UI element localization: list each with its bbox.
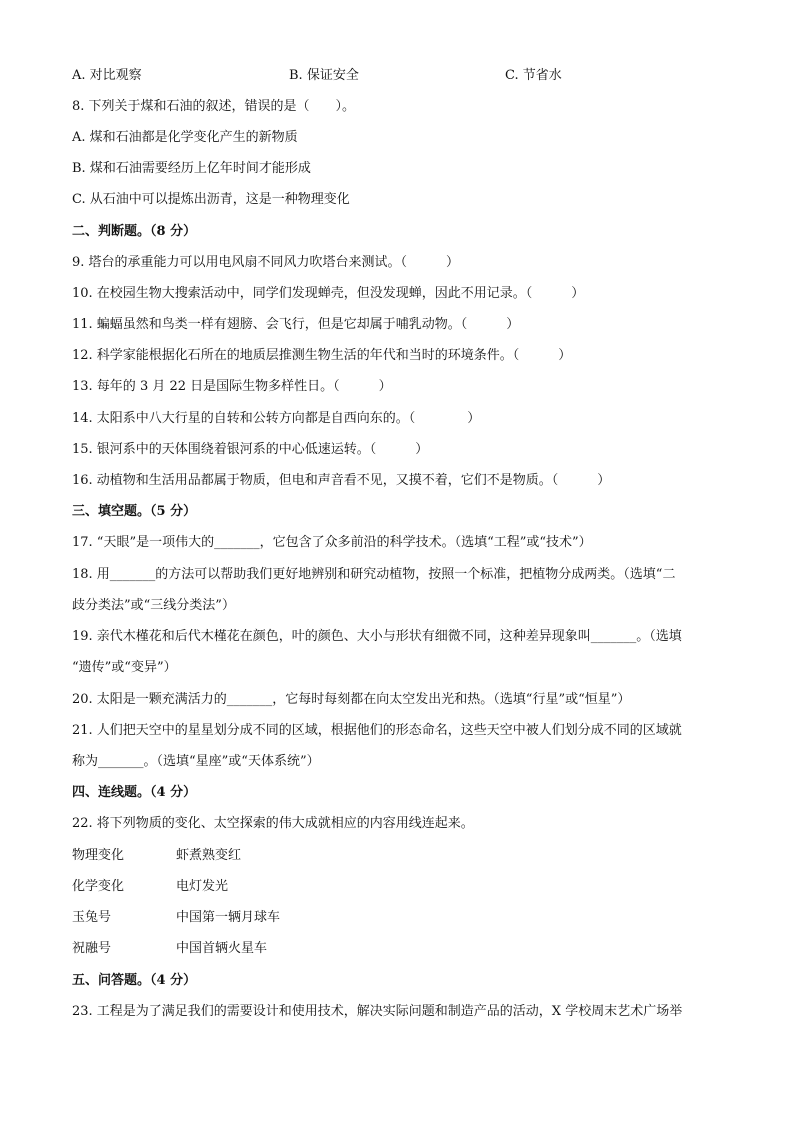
question-item: 15. 银河系中的天体围绕着银河系的中心低速运转。（ ） [72, 442, 429, 457]
match-left-item: 物理变化 [72, 848, 125, 863]
question-line: “遗传”或“变异”） [72, 660, 177, 675]
question-line: 歧分类法”或“三线分类法”） [72, 598, 235, 613]
match-left-item: 玉兔号 [72, 910, 112, 925]
question-item: 16. 动植物和生活用品都属于物质，但电和声音看不见，又摸不着，它们不是物质。（ ） [72, 473, 611, 488]
question-line: 21. 人们把天空中的星星划分成不同的区域，根据他们的形态命名，这些天空中被人们划分成不同的区域就 [72, 723, 682, 738]
q7-option-c: C. 节省水 [505, 68, 562, 83]
question-line: 18. 用_______的方法可以帮助我们更好地辨别和研究动植物，按照一个标准，把植物分成两类。（选填“二 [72, 567, 676, 582]
question-item: 9. 塔台的承重能力可以用电风扇不同风力吹塔台来测试。（ ） [72, 255, 460, 270]
question-item: 13. 每年的 3 月 22 日是国际生物多样性日。（ ） [72, 379, 392, 394]
match-right-item: 中国首辆火星车 [176, 941, 268, 956]
question-item: 14. 太阳系中八大行星的自转和公转方向都是自西向东的。（ ） [72, 411, 481, 426]
section-title-qa: 五、问答题。（4 分） [72, 973, 197, 988]
match-right-item: 电灯发光 [176, 879, 229, 894]
question-item: 12. 科学家能根据化石所在的地质层推测生物生活的年代和当时的环境条件。（ ） [72, 348, 572, 363]
section-title-matching: 四、连线题。（4 分） [72, 785, 197, 800]
q8-option-a: A. 煤和石油都是化学变化产生的新物质 [72, 130, 298, 145]
question-line: 称为_______。（选填“星座”或“天体系统”） [72, 754, 320, 769]
q7-option-a: A. 对比观察 [72, 68, 142, 83]
section-title-fill-in: 三、填空题。（5 分） [72, 504, 197, 519]
question-line: 19. 亲代木槿花和后代木槿花在颜色，叶的颜色、大小与形状有细微不同，这种差异现象叫_______。（选填 [72, 629, 682, 644]
question-item: 10. 在校园生物大搜索活动中，同学们发现蝉壳，但没发现蝉，因此不用记录。（ ） [72, 286, 585, 301]
question-item: 11. 蝙蝠虽然和鸟类一样有翅膀、会飞行，但是它却属于哺乳动物。（ ） [72, 317, 520, 332]
q8-option-c: C. 从石油中可以提炼出沥青，这是一种物理变化 [72, 192, 350, 207]
match-right-item: 虾煮熟变红 [176, 848, 242, 863]
q22-stem: 22. 将下列物质的变化、太空探索的伟大成就相应的内容用线连起来。 [72, 816, 474, 831]
match-left-item: 祝融号 [72, 941, 112, 956]
q23-text: 23. 工程是为了满足我们的需要设计和使用技术，解决实际问题和制造产品的活动，X 学校周末艺术广场举 [72, 1004, 683, 1019]
section-title-judgement: 二、判断题。（8 分） [72, 224, 197, 239]
match-left-item: 化学变化 [72, 879, 125, 894]
q8-stem: 8. 下列关于煤和石油的叙述，错误的是（ ）。 [72, 99, 356, 114]
q7-option-b: B. 保证安全 [289, 68, 359, 83]
question-line: 20. 太阳是一颗充满活力的_______，它每时每刻都在向太空发出光和热。（选填“行星”或“恒星”） [72, 692, 631, 707]
match-right-item: 中国第一辆月球车 [176, 910, 281, 925]
q8-option-b: B. 煤和石油需要经历上亿年时间才能形成 [72, 161, 311, 176]
question-line: 17. “天眼”是一项伟大的_______，它包含了众多前沿的科学技术。（选填“工程”或“技术”） [72, 535, 592, 550]
